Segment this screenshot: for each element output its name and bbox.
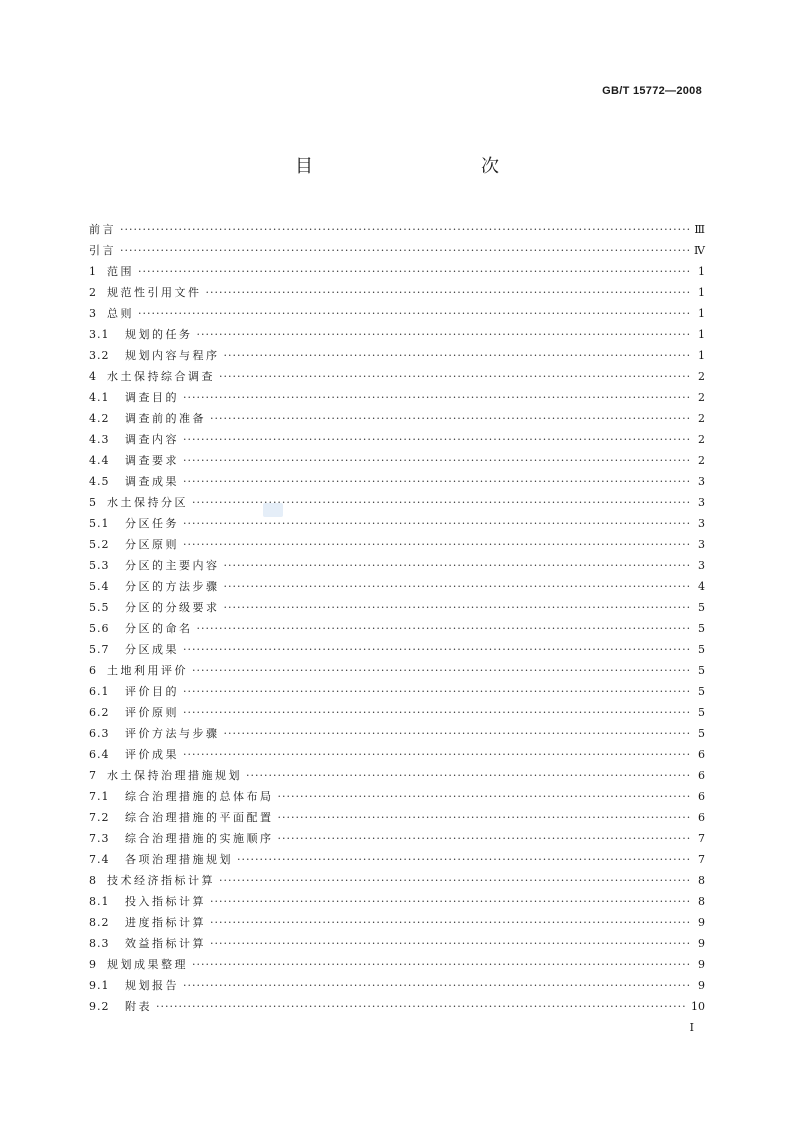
toc-entry-page: 1 xyxy=(698,328,705,341)
toc-entry-page: 6 xyxy=(698,769,705,782)
toc-dot-leader xyxy=(183,534,691,555)
toc-entry[interactable] xyxy=(89,282,705,303)
toc-entry-label: 综合治理措施的总体布局 xyxy=(125,790,274,803)
toc-entry-page: 10 xyxy=(691,1000,705,1013)
toc-dot-leader xyxy=(183,471,691,492)
toc-entry-page: 5 xyxy=(698,706,705,719)
toc-entry-number: 5.7 xyxy=(89,643,110,656)
toc-entry[interactable] xyxy=(89,933,705,954)
watermark-logo xyxy=(263,503,283,517)
toc-entry[interactable] xyxy=(89,471,705,492)
toc-entry-page: 8 xyxy=(698,895,705,908)
toc-entry-label: 规划的任务 xyxy=(125,328,193,341)
toc-entry-number: 8 xyxy=(89,874,97,887)
toc-dot-leader xyxy=(197,324,692,345)
toc-entry-number: 9.2 xyxy=(89,1000,110,1013)
toc-entry-number: 1 xyxy=(89,265,97,278)
toc-dot-leader xyxy=(210,912,691,933)
toc-entry-label: 范围 xyxy=(107,265,134,278)
toc-entry-label: 水土保持治理措施规划 xyxy=(107,769,242,782)
toc-entry-number: 5.1 xyxy=(89,517,110,530)
toc-entry-number: 6.4 xyxy=(89,748,110,761)
toc-entry-page: 7 xyxy=(698,853,705,866)
toc-entry-label: 分区原则 xyxy=(125,538,179,551)
toc-entry-number: 4.4 xyxy=(89,454,110,467)
toc-entry-label: 规划成果整理 xyxy=(107,958,188,971)
toc-entry-label: 进度指标计算 xyxy=(125,916,206,929)
toc-entry[interactable] xyxy=(89,996,705,1017)
toc-entry-number: 2 xyxy=(89,286,97,299)
toc-entry[interactable] xyxy=(89,912,705,933)
toc-entry-number: 3.2 xyxy=(89,349,110,362)
toc-entry-page: 5 xyxy=(698,643,705,656)
toc-entry[interactable] xyxy=(89,513,705,534)
toc-entry[interactable] xyxy=(89,387,705,408)
toc-entry-number: 7 xyxy=(89,769,97,782)
toc-entry-number: 5.5 xyxy=(89,601,110,614)
toc-entry-number: 8.1 xyxy=(89,895,110,908)
toc-entry-page: 6 xyxy=(698,748,705,761)
toc-entry[interactable] xyxy=(89,849,705,870)
toc-dot-leader xyxy=(192,954,691,975)
toc-dot-leader xyxy=(183,513,691,534)
toc-entry-page: Ⅲ xyxy=(694,223,705,236)
toc-entry-label: 分区的分级要求 xyxy=(125,601,220,614)
toc-entry-number: 4.2 xyxy=(89,412,110,425)
toc-entry-label: 水土保持分区 xyxy=(107,496,188,509)
toc-dot-leader xyxy=(224,723,692,744)
toc-entry-label: 调查目的 xyxy=(125,391,179,404)
toc-entry[interactable] xyxy=(89,765,705,786)
toc-entry[interactable] xyxy=(89,492,705,513)
toc-dot-leader xyxy=(120,219,690,240)
toc-entry-page: 2 xyxy=(698,370,705,383)
toc-entry[interactable] xyxy=(89,450,705,471)
toc-entry-label: 附表 xyxy=(125,1000,152,1013)
toc-entry-page: 2 xyxy=(698,412,705,425)
toc-dot-leader xyxy=(183,450,691,471)
toc-entry-page: 9 xyxy=(698,958,705,971)
table-of-contents xyxy=(89,219,705,1017)
toc-entry-page: 9 xyxy=(698,937,705,950)
toc-entry-label: 评价目的 xyxy=(125,685,179,698)
toc-dot-leader xyxy=(183,975,691,996)
toc-entry[interactable] xyxy=(89,723,705,744)
toc-entry-page: 2 xyxy=(698,454,705,467)
toc-entry-label: 效益指标计算 xyxy=(125,937,206,950)
toc-dot-leader xyxy=(219,870,691,891)
toc-entry[interactable] xyxy=(89,366,705,387)
toc-entry-label: 土地利用评价 xyxy=(107,664,188,677)
toc-dot-leader xyxy=(183,387,691,408)
toc-entry-label: 评价成果 xyxy=(125,748,179,761)
toc-entry-number: 5.3 xyxy=(89,559,110,572)
toc-entry-page: 3 xyxy=(698,496,705,509)
toc-entry[interactable] xyxy=(89,639,705,660)
toc-entry-label: 调查内容 xyxy=(125,433,179,446)
toc-entry-label: 调查前的准备 xyxy=(125,412,206,425)
toc-entry-label: 规划内容与程序 xyxy=(125,349,220,362)
toc-entry[interactable] xyxy=(89,828,705,849)
toc-entry-number: 5.4 xyxy=(89,580,110,593)
toc-entry-label: 前言 xyxy=(89,223,116,236)
toc-entry[interactable] xyxy=(89,219,705,240)
toc-entry[interactable] xyxy=(89,534,705,555)
toc-entry-page: 3 xyxy=(698,517,705,530)
toc-entry-label: 各项治理措施规划 xyxy=(125,853,233,866)
toc-entry[interactable] xyxy=(89,954,705,975)
toc-dot-leader xyxy=(278,807,692,828)
toc-entry-number: 7.2 xyxy=(89,811,110,824)
toc-dot-leader xyxy=(156,996,687,1017)
toc-entry[interactable] xyxy=(89,786,705,807)
toc-entry[interactable] xyxy=(89,240,705,261)
toc-dot-leader xyxy=(224,576,692,597)
toc-entry-number: 4.3 xyxy=(89,433,110,446)
toc-entry-page: 2 xyxy=(698,391,705,404)
toc-entry-label: 调查成果 xyxy=(125,475,179,488)
toc-entry-page: 1 xyxy=(698,286,705,299)
toc-entry-number: 8.3 xyxy=(89,937,110,950)
toc-entry-number: 8.2 xyxy=(89,916,110,929)
toc-dot-leader xyxy=(278,786,692,807)
toc-entry[interactable] xyxy=(89,975,705,996)
toc-entry-label: 分区的命名 xyxy=(125,622,193,635)
toc-entry-label: 综合治理措施的平面配置 xyxy=(125,811,274,824)
toc-entry-page: 9 xyxy=(698,916,705,929)
toc-dot-leader xyxy=(138,303,691,324)
toc-entry[interactable] xyxy=(89,555,705,576)
toc-title: 目 次 xyxy=(295,156,543,177)
toc-entry-label: 评价原则 xyxy=(125,706,179,719)
toc-dot-leader xyxy=(246,765,691,786)
toc-entry-page: 5 xyxy=(698,685,705,698)
toc-entry-number: 7.3 xyxy=(89,832,110,845)
toc-entry-label: 总则 xyxy=(107,307,134,320)
toc-entry-label: 投入指标计算 xyxy=(125,895,206,908)
toc-entry-page: 9 xyxy=(698,979,705,992)
toc-entry-number: 6 xyxy=(89,664,97,677)
toc-entry-number: 5 xyxy=(89,496,97,509)
toc-entry-label: 分区的主要内容 xyxy=(125,559,220,572)
toc-entry[interactable] xyxy=(89,576,705,597)
toc-entry-page: 5 xyxy=(698,622,705,635)
toc-entry-page: 3 xyxy=(698,475,705,488)
toc-entry-number: 4.5 xyxy=(89,475,110,488)
toc-entry-number: 9 xyxy=(89,958,97,971)
toc-entry-label: 技术经济指标计算 xyxy=(107,874,215,887)
toc-entry[interactable] xyxy=(89,408,705,429)
toc-entry[interactable] xyxy=(89,429,705,450)
toc-entry-number: 6.3 xyxy=(89,727,110,740)
toc-entry-page: 5 xyxy=(698,727,705,740)
toc-dot-leader xyxy=(224,597,692,618)
toc-entry[interactable] xyxy=(89,702,705,723)
toc-dot-leader xyxy=(206,282,692,303)
toc-dot-leader xyxy=(219,366,691,387)
toc-entry-number: 3.1 xyxy=(89,328,110,341)
toc-dot-leader xyxy=(224,345,692,366)
toc-entry[interactable] xyxy=(89,681,705,702)
toc-entry-page: 1 xyxy=(698,265,705,278)
toc-entry-number: 3 xyxy=(89,307,97,320)
toc-entry-number: 5.2 xyxy=(89,538,110,551)
toc-dot-leader xyxy=(192,660,691,681)
toc-entry[interactable] xyxy=(89,324,705,345)
toc-entry-page: 6 xyxy=(698,790,705,803)
toc-entry-number: 6.1 xyxy=(89,685,110,698)
toc-dot-leader xyxy=(237,849,691,870)
standard-number: GB/T 15772—2008 xyxy=(602,85,702,97)
page-number: Ⅰ xyxy=(689,1021,694,1034)
toc-entry[interactable] xyxy=(89,618,705,639)
toc-entry-page: 6 xyxy=(698,811,705,824)
toc-entry-number: 4 xyxy=(89,370,97,383)
toc-entry-label: 规划报告 xyxy=(125,979,179,992)
toc-entry-page: 1 xyxy=(698,307,705,320)
toc-dot-leader xyxy=(197,618,692,639)
toc-entry-number: 7.4 xyxy=(89,853,110,866)
toc-entry-label: 水土保持综合调查 xyxy=(107,370,215,383)
toc-dot-leader xyxy=(183,681,691,702)
toc-entry-number: 7.1 xyxy=(89,790,110,803)
toc-entry-page: 2 xyxy=(698,433,705,446)
toc-entry[interactable] xyxy=(89,870,705,891)
toc-entry[interactable] xyxy=(89,597,705,618)
toc-entry-page: 5 xyxy=(698,601,705,614)
toc-dot-leader xyxy=(120,240,690,261)
toc-entry-page: Ⅳ xyxy=(694,244,705,257)
toc-dot-leader xyxy=(183,639,691,660)
toc-entry-page: 3 xyxy=(698,538,705,551)
toc-entry-page: 8 xyxy=(698,874,705,887)
toc-dot-leader xyxy=(278,828,692,849)
toc-entry-label: 引言 xyxy=(89,244,116,257)
toc-entry[interactable] xyxy=(89,891,705,912)
toc-entry[interactable] xyxy=(89,303,705,324)
toc-dot-leader xyxy=(138,261,691,282)
toc-entry[interactable] xyxy=(89,345,705,366)
toc-dot-leader xyxy=(210,891,691,912)
toc-entry-label: 规范性引用文件 xyxy=(107,286,202,299)
toc-entry-label: 综合治理措施的实施顺序 xyxy=(125,832,274,845)
toc-dot-leader xyxy=(224,555,692,576)
toc-entry[interactable] xyxy=(89,261,705,282)
toc-dot-leader xyxy=(210,933,691,954)
toc-entry-number: 9.1 xyxy=(89,979,110,992)
toc-dot-leader xyxy=(210,408,691,429)
toc-entry-label: 分区任务 xyxy=(125,517,179,530)
toc-dot-leader xyxy=(183,744,691,765)
toc-entry-page: 4 xyxy=(698,580,705,593)
toc-entry-number: 5.6 xyxy=(89,622,110,635)
toc-entry[interactable] xyxy=(89,660,705,681)
toc-entry-label: 分区的方法步骤 xyxy=(125,580,220,593)
toc-entry[interactable] xyxy=(89,807,705,828)
toc-entry-page: 1 xyxy=(698,349,705,362)
toc-entry[interactable] xyxy=(89,744,705,765)
toc-entry-number: 6.2 xyxy=(89,706,110,719)
toc-entry-page: 7 xyxy=(698,832,705,845)
toc-entry-label: 调查要求 xyxy=(125,454,179,467)
toc-entry-number: 4.1 xyxy=(89,391,110,404)
toc-entry-page: 3 xyxy=(698,559,705,572)
toc-dot-leader xyxy=(183,702,691,723)
toc-entry-label: 分区成果 xyxy=(125,643,179,656)
toc-entry-page: 5 xyxy=(698,664,705,677)
toc-dot-leader xyxy=(183,429,691,450)
toc-entry-label: 评价方法与步骤 xyxy=(125,727,220,740)
